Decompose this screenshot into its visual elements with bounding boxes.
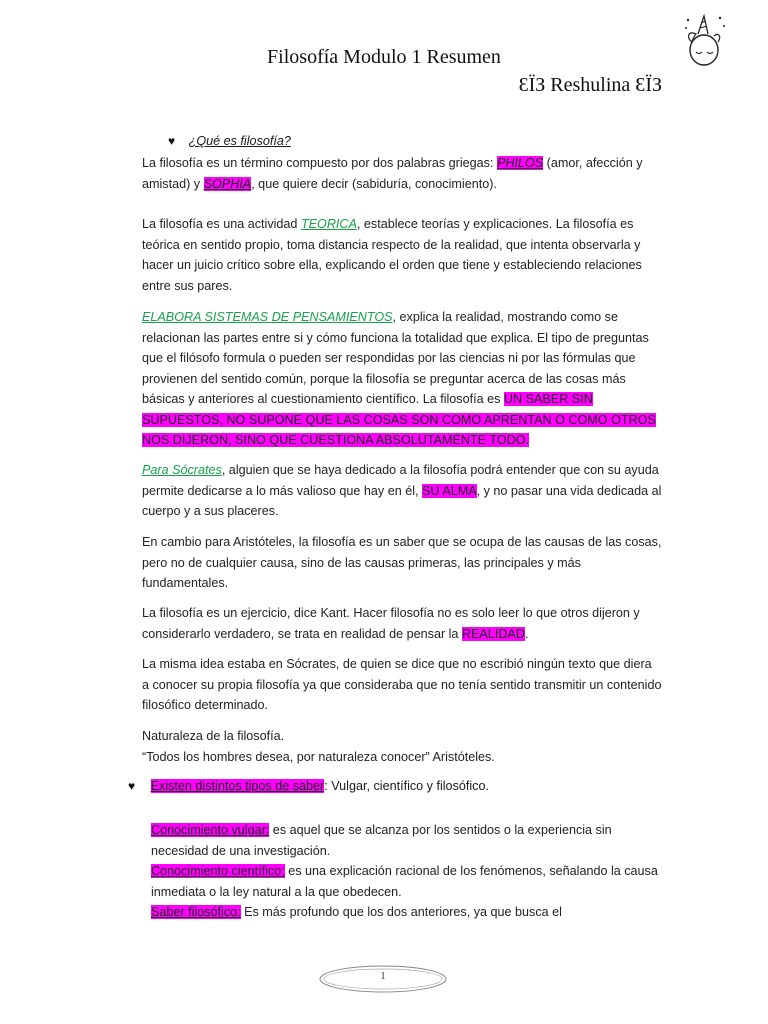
cientifico-text: es una explicación racional de los fenómenos, señalando la causa inmediata o la ley natural a la que obedecen. (151, 864, 658, 899)
page-title: Filosofía Modulo 1 Resumen (267, 46, 501, 68)
unicorn-icon (680, 12, 728, 68)
paragraph-socrates-texto: La misma idea estaba en Sócrates, de quien se dice que no escribió ningún texto que diera a conocer su propia filosofía ya que consideraba que no tenía sentido transmitir un contenido filosófico determinado. (142, 657, 662, 712)
green-teorica: TEORICA (300, 217, 357, 231)
highlight-saber-sin-supuestos: UN SABER SIN SUPUESTOS, NO SUPONE QUE LAS COSAS SON COMO APRENTAN O COMO OTROS NOS DIJERON, SINO QUE CUESTIONA ABSOLUTAMENTE TODO. (142, 392, 656, 447)
aristoteles-quote: “Todos los hombres desea, por naturaleza conocer” Aristóteles. (142, 749, 495, 764)
label-saber-filosofico: Saber filosófico: (151, 905, 241, 919)
highlight-tipos-saber: Existen distintos tipos de saber (150, 779, 325, 793)
author-name: ƐЇЗ Reshulina ƐЇЗ (518, 74, 662, 96)
knowledge-types-list (151, 820, 663, 923)
naturaleza-line: Naturaleza de la filosofía. (142, 729, 285, 743)
paragraph-kant (142, 603, 662, 644)
p2-text-a: La filosofía es una actividad (142, 217, 301, 231)
green-para-socrates: Para Sócrates (142, 463, 222, 477)
label-conocimiento-vulgar: Conocimiento vulgar: (151, 823, 270, 837)
p1-text-a: La filosofía es un término compuesto por dos palabras griegas: (142, 156, 497, 170)
vulgar-text: es aquel que se alcanza por los sentidos o la experiencia sin necesidad de una investigación. (151, 823, 612, 858)
paragraph-sistemas (142, 307, 662, 451)
heart-bullet-icon: ♥ (128, 779, 136, 793)
green-elabora: ELABORA SISTEMAS DE PENSAMIENTOS (142, 310, 393, 324)
section-heading-1 (168, 134, 291, 148)
highlight-realidad: REALIDAD (461, 626, 525, 641)
section-heading-text: ¿Qué es filosofía? (188, 134, 291, 148)
p6-text-b: . (524, 626, 529, 641)
heart-bullet-icon: ♥ (168, 134, 176, 148)
highlight-sophia: SOPHIA (203, 176, 252, 191)
tipos-saber-rest: : Vulgar, científico y filosófico. (324, 779, 489, 793)
section-heading-2 (128, 779, 668, 793)
highlight-su-alma: SU ALMA (422, 483, 477, 498)
p2-text-b: , establece teorías y explicaciones. La filosofía es teórica en sentido propio, toma distancia respecto de la realidad, que intenta observarla y hacer un juicio crítico sobre ella, explicando el orden que tiene y estableciendo relaciones entre sus pares. (142, 217, 642, 293)
p4-text-a: , alguien que se haya dedicado a la filosofía podrá entender que con su ayuda permite dedicarse a lo más valioso que hay en él, (142, 463, 659, 498)
p3-text-a: , explica la realidad, mostrando como se relacionan las partes entre si y cómo funciona la totalidad que explica. El tipo de preguntas que el filósofo formula o pueden ser respondidas por las ciencias ni por las fórmulas que provienen del sentido común, porque la filosofía se preguntar acerca de las cosas más básicas y anteriores al cuestionamiento científico. La filosofía es (142, 310, 649, 406)
p1-text-c: , que quiere decir (sabiduría, conocimiento). (251, 176, 497, 191)
p1-text-b: (amor, afección y amistad) y (142, 156, 643, 191)
label-conocimiento-cientifico: Conocimiento científico: (151, 864, 285, 878)
paragraph-aristoteles: En cambio para Aristóteles, la filosofía es un saber que se ocupa de las causas de las cosas, pero no de cualquier causa, sino de las causas primeras, las principales y más fundamentales. (142, 535, 662, 590)
paragraph-socrates (142, 460, 662, 522)
filosofico-text: Es más profundo que los dos anteriores, ya que busca el (240, 905, 562, 919)
definition-vulgar (151, 820, 663, 861)
definition-filosofico (151, 902, 663, 923)
page-number: 1 (380, 970, 386, 982)
paragraph-teorica (142, 214, 662, 296)
paragraph-naturaleza (142, 726, 662, 767)
paragraph-philos-sophia (142, 153, 662, 194)
highlight-philos: PHILOS (496, 156, 544, 170)
p6-text-a: La filosofía es un ejercicio, dice Kant. Hacer filosofía no es solo leer lo que otros dijeron y considerarlo verdadero, se trata en realidad de pensar la (142, 606, 640, 641)
definition-cientifico (151, 861, 663, 902)
p4-text-b: , y no pasar una vida dedicada al cuerpo y a sus placeres. (142, 483, 662, 518)
